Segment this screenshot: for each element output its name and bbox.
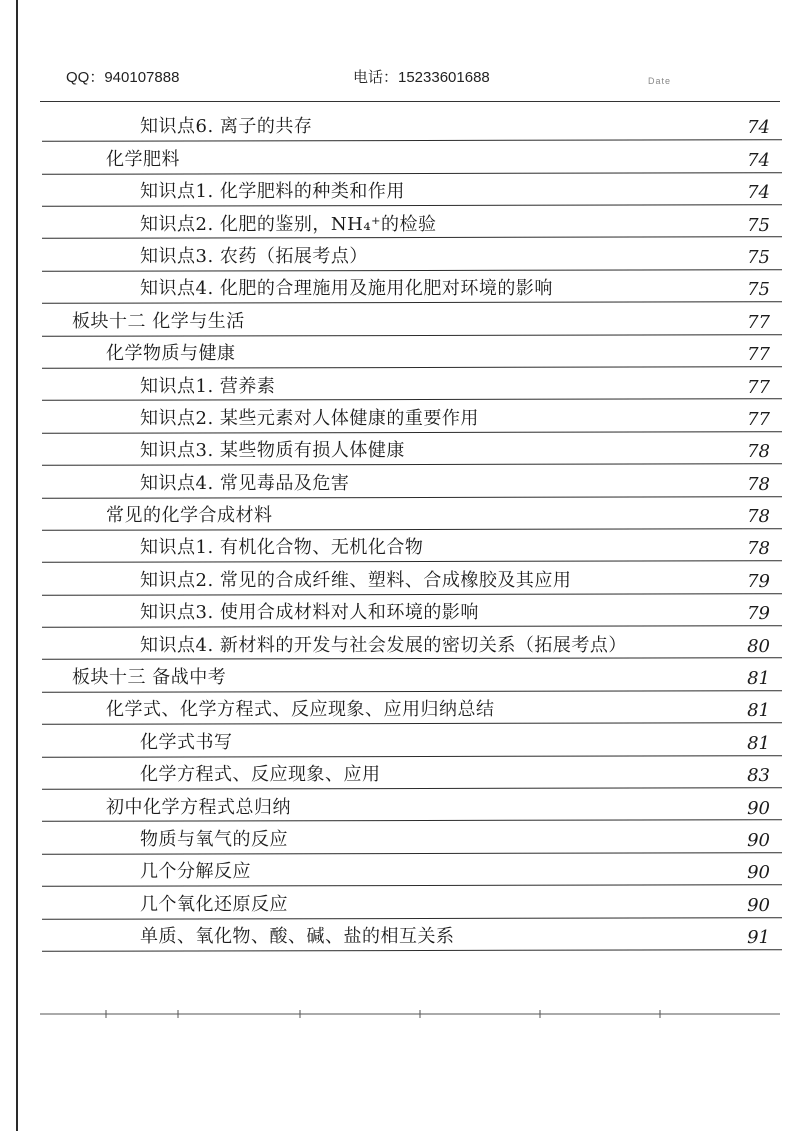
toc-entry bbox=[0, 404, 800, 436]
toc-entry-title: 知识点1. 有机化合物、无机化合物 bbox=[140, 537, 424, 559]
toc-entry bbox=[0, 922, 800, 954]
toc-entry bbox=[0, 436, 800, 468]
toc-entry-page: 77 bbox=[747, 408, 770, 430]
toc-entry bbox=[0, 889, 800, 921]
toc-entry-page: 78 bbox=[747, 441, 770, 463]
toc-entry-page: 77 bbox=[747, 344, 770, 366]
toc-entry bbox=[0, 533, 800, 565]
toc-entry bbox=[0, 144, 800, 176]
toc-entry-page: 78 bbox=[747, 473, 770, 495]
toc-entry-title: 板块十三 备战中考 bbox=[72, 667, 227, 689]
toc-entry bbox=[0, 339, 800, 371]
toc-entry-page: 90 bbox=[747, 862, 770, 884]
toc-entry bbox=[0, 727, 800, 759]
toc-entry-title: 物质与氧气的反应 bbox=[140, 828, 288, 850]
toc-entry-title: 常见的化学合成材料 bbox=[106, 505, 273, 527]
table-of-contents bbox=[0, 112, 800, 954]
toc-entry-title: 知识点4. 常见毒品及危害 bbox=[140, 472, 350, 494]
toc-entry bbox=[0, 565, 800, 597]
toc-entry-page: 90 bbox=[747, 829, 770, 851]
toc-entry-page: 74 bbox=[747, 182, 770, 204]
toc-entry-page: 78 bbox=[747, 538, 770, 560]
toc-entry-title: 化学方程式、反应现象、应用 bbox=[140, 764, 381, 786]
toc-entry-title: 知识点4. 化肥的合理施用及施用化肥对环境的影响 bbox=[140, 278, 553, 300]
toc-entry-page: 81 bbox=[747, 668, 770, 690]
toc-entry-page: 75 bbox=[747, 279, 770, 301]
toc-entry bbox=[0, 209, 800, 241]
toc-entry-page: 80 bbox=[747, 635, 770, 657]
toc-entry-title: 知识点3. 某些物质有损人体健康 bbox=[140, 440, 405, 462]
toc-entry-page: 77 bbox=[747, 311, 770, 333]
toc-entry bbox=[0, 857, 800, 889]
toc-entry bbox=[0, 306, 800, 338]
toc-entry-page: 74 bbox=[747, 117, 770, 139]
toc-entry-title: 初中化学方程式总归纳 bbox=[106, 796, 291, 818]
toc-entry bbox=[0, 630, 800, 662]
toc-entry-title: 知识点1. 化学肥料的种类和作用 bbox=[140, 181, 405, 203]
toc-entry bbox=[0, 663, 800, 695]
toc-entry bbox=[0, 501, 800, 533]
toc-entry-title: 化学式、化学方程式、反应现象、应用归纳总结 bbox=[106, 699, 495, 721]
toc-entry bbox=[0, 695, 800, 727]
phone-number: 电话：15233601688 bbox=[353, 69, 490, 86]
toc-entry-title: 板块十二 化学与生活 bbox=[72, 310, 245, 332]
toc-entry-page: 79 bbox=[747, 570, 770, 592]
page-header bbox=[50, 62, 750, 86]
toc-entry-page: 90 bbox=[747, 797, 770, 819]
toc-entry-page: 78 bbox=[747, 506, 770, 528]
date-label: Date bbox=[648, 76, 672, 86]
toc-entry-title: 知识点3. 农药（拓展考点） bbox=[140, 245, 368, 267]
toc-entry-page: 77 bbox=[747, 376, 770, 398]
toc-entry-page: 81 bbox=[747, 732, 770, 754]
toc-entry bbox=[0, 112, 800, 144]
toc-entry-title: 化学物质与健康 bbox=[106, 343, 236, 365]
toc-entry-title: 知识点3. 使用合成材料对人和环境的影响 bbox=[140, 602, 479, 624]
toc-entry-title: 化学式书写 bbox=[140, 731, 233, 753]
toc-entry bbox=[0, 792, 800, 824]
toc-entry-title: 知识点4. 新材料的开发与社会发展的密切关系（拓展考点） bbox=[140, 634, 627, 656]
toc-entry-title: 几个分解反应 bbox=[140, 861, 251, 883]
toc-entry bbox=[0, 242, 800, 274]
toc-entry-page: 81 bbox=[747, 700, 770, 722]
toc-entry bbox=[0, 371, 800, 403]
toc-entry-title: 几个氧化还原反应 bbox=[140, 893, 288, 915]
toc-entry bbox=[0, 760, 800, 792]
toc-entry-title: 知识点6. 离子的共存 bbox=[140, 116, 313, 138]
toc-entry-title: 知识点2. 某些元素对人体健康的重要作用 bbox=[140, 407, 479, 429]
toc-entry-title: 知识点1. 营养素 bbox=[140, 375, 276, 397]
toc-entry-page: 91 bbox=[747, 927, 770, 949]
toc-entry-page: 90 bbox=[747, 894, 770, 916]
toc-entry-page: 83 bbox=[747, 765, 770, 787]
qq-number: QQ：940107888 bbox=[66, 69, 180, 86]
toc-entry bbox=[0, 598, 800, 630]
toc-entry-page: 75 bbox=[747, 246, 770, 268]
toc-entry-title: 知识点2. 常见的合成纤维、塑料、合成橡胶及其应用 bbox=[140, 569, 572, 591]
toc-entry-title: 单质、氧化物、酸、碱、盐的相互关系 bbox=[140, 926, 455, 948]
toc-entry bbox=[0, 825, 800, 857]
toc-entry-title: 知识点2. 化肥的鉴别，NH₄⁺的检验 bbox=[140, 213, 437, 235]
toc-entry bbox=[0, 177, 800, 209]
toc-entry-page: 79 bbox=[747, 603, 770, 625]
header-rule bbox=[40, 101, 780, 102]
toc-entry-title: 化学肥料 bbox=[106, 148, 180, 170]
toc-entry-page: 75 bbox=[747, 214, 770, 236]
toc-entry-page: 74 bbox=[747, 149, 770, 171]
toc-entry bbox=[0, 274, 800, 306]
toc-entry bbox=[0, 468, 800, 500]
